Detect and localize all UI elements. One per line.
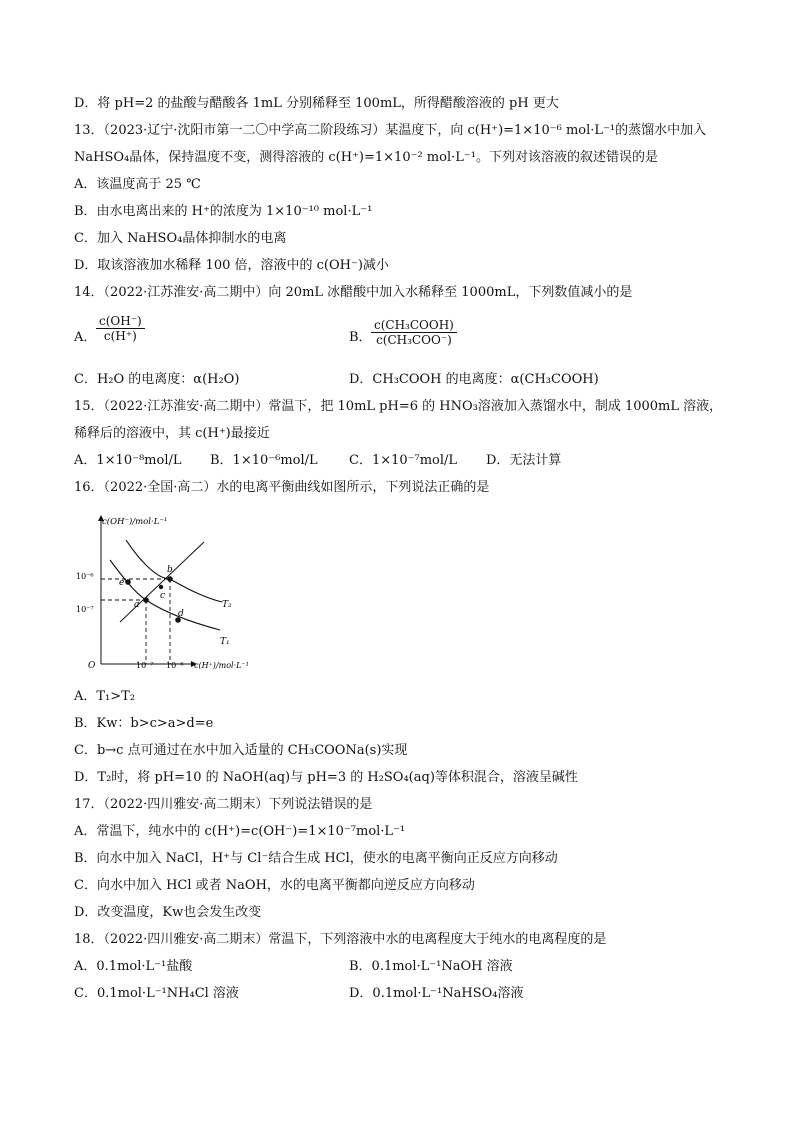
- q16-option-a: A．T₁>T₂: [74, 689, 136, 704]
- point-d-label: d: [178, 609, 184, 619]
- curve-t1-label: T₁: [220, 637, 230, 647]
- q15-option-b: B．1×10⁻⁶mol/L: [210, 453, 318, 468]
- q17-option-a: A．常温下，纯水中的 c(H⁺)=c(OH⁻)=1×10⁻⁷mol·L⁻¹: [74, 824, 406, 839]
- q14-a-denominator: c(H⁺): [103, 329, 137, 343]
- q14-option-a-label: A．: [74, 330, 97, 345]
- q17-option-c: C．向水中加入 HCl 或者 NaOH，水的电离平衡都向逆反应方向移动: [74, 878, 475, 893]
- q18-option-a: A．0.1mol·L⁻¹盐酸: [74, 959, 193, 974]
- x-tick-high: 10⁻⁶: [166, 661, 184, 670]
- q14-option-d: D．CH₃COOH 的电离度：α(CH₃COOH): [349, 372, 599, 387]
- q14-b-numerator: c(CH₃COOH): [371, 318, 457, 333]
- q16-stem: 16．（2022·全国·高二）水的电离平衡曲线如图所示，下列说法正确的是: [74, 480, 490, 495]
- point-c-label: c: [160, 591, 166, 601]
- q13-option-b: B．由水电离出来的 H⁺的浓度为 1×10⁻¹⁰ mol·L⁻¹: [74, 204, 373, 219]
- q15-option-d: D．无法计算: [486, 453, 562, 468]
- q15-stem-line2: 稀释后的溶液中，其 c(H⁺)最接近: [74, 426, 270, 441]
- q13-stem-line2: NaHSO₄晶体，保持温度不变，测得溶液的 c(H⁺)=1×10⁻² mol·L⁻¹。下列对该溶液的叙述错误的是: [74, 150, 658, 165]
- q13-option-a: A．该温度高于 25 ℃: [74, 177, 201, 192]
- q18-option-b: B．0.1mol·L⁻¹NaOH 溶液: [349, 959, 513, 974]
- y-axis-label: c(OH⁻)/mol·L⁻¹: [102, 517, 168, 527]
- q14-option-a-fraction: [96, 314, 145, 343]
- q18-option-d: D．0.1mol·L⁻¹NaHSO₄溶液: [349, 986, 524, 1001]
- q14-option-b-label: B．: [349, 330, 372, 345]
- q13-stem-line1: 13．（2023·辽宁·沈阳市第一二〇中学高二阶段练习）某温度下，向 c(H⁺)=1×10⁻⁶ mol·L⁻¹的蒸馏水中加入: [74, 123, 707, 138]
- point-b-dot: [167, 576, 173, 582]
- point-e-label: e: [119, 578, 125, 588]
- q16-option-b: B．Kw：b>c>a>d=e: [74, 716, 214, 731]
- q15-option-c: C．1×10⁻⁷mol/L: [349, 453, 458, 468]
- y-tick-low: 10⁻⁷: [76, 605, 94, 614]
- q14-b-denominator: c(CH₃COO⁻): [376, 333, 452, 347]
- q16-option-c: C．b→c 点可通过在水中加入适量的 CH₃COONa(s)实现: [74, 743, 408, 758]
- q17-option-d: D．改变温度，Kw也会发生改变: [74, 905, 262, 920]
- q13-option-c: C．加入 NaHSO₄晶体抑制水的电离: [74, 231, 287, 246]
- q12-option-d: D．将 pH=2 的盐酸与醋酸各 1mL 分别稀释至 100mL，所得醋酸溶液的 pH 更大: [74, 96, 559, 111]
- q13-option-d: D．取该溶液加水稀释 100 倍，溶液中的 c(OH⁻)减小: [74, 258, 389, 273]
- q14-option-c: C．H₂O 的电离度：α(H₂O): [74, 372, 240, 387]
- q15-stem-line1: 15．（2022·江苏淮安·高二期中）常温下，把 10mL pH=6 的 HNO₃溶液加入蒸馏水中，制成 1000mL 溶液，: [74, 399, 723, 414]
- q14-option-b-fraction: [371, 318, 457, 347]
- q18-stem: 18．（2022·四川雅安·高二期末）常温下，下列溶液中水的电离程度大于纯水的电离程度的是: [74, 932, 607, 947]
- point-b-label: b: [167, 565, 173, 575]
- q14-a-numerator: c(OH⁻): [96, 314, 145, 329]
- x-axis-label: c(H⁺)/mol·L⁻¹: [194, 661, 249, 670]
- x-tick-low: 10⁻⁷: [136, 661, 154, 670]
- q15-option-a: A．1×10⁻⁸mol/L: [74, 453, 182, 468]
- q17-option-b: B．向水中加入 NaCl，H⁺与 Cl⁻结合生成 HCl，使水的电离平衡向正反应方向移动: [74, 851, 558, 866]
- point-c-dot: [159, 585, 163, 589]
- neutral-diagonal: [120, 542, 204, 622]
- point-a-dot: [143, 597, 149, 603]
- q17-stem: 17．（2022·四川雅安·高二期末）下列说法错误的是: [74, 797, 373, 812]
- point-e-dot: [125, 579, 131, 585]
- point-a-label: a: [134, 600, 140, 610]
- q18-option-c: C．0.1mol·L⁻¹NH₄Cl 溶液: [74, 986, 239, 1001]
- q16-option-d: D．T₂时，将 pH=10 的 NaOH(aq)与 pH=3 的 H₂SO₄(aq)等体积混合，溶液呈碱性: [74, 770, 578, 785]
- q14-stem: 14．（2022·江苏淮安·高二期中）向 20mL 冰醋酸中加入水稀释至 1000mL，下列数值减小的是: [74, 285, 633, 300]
- water-ionization-figure: [76, 506, 266, 676]
- origin-label: O: [88, 661, 96, 671]
- curve-t2-label: T₂: [222, 600, 232, 610]
- y-tick-high: 10⁻⁶: [76, 572, 94, 581]
